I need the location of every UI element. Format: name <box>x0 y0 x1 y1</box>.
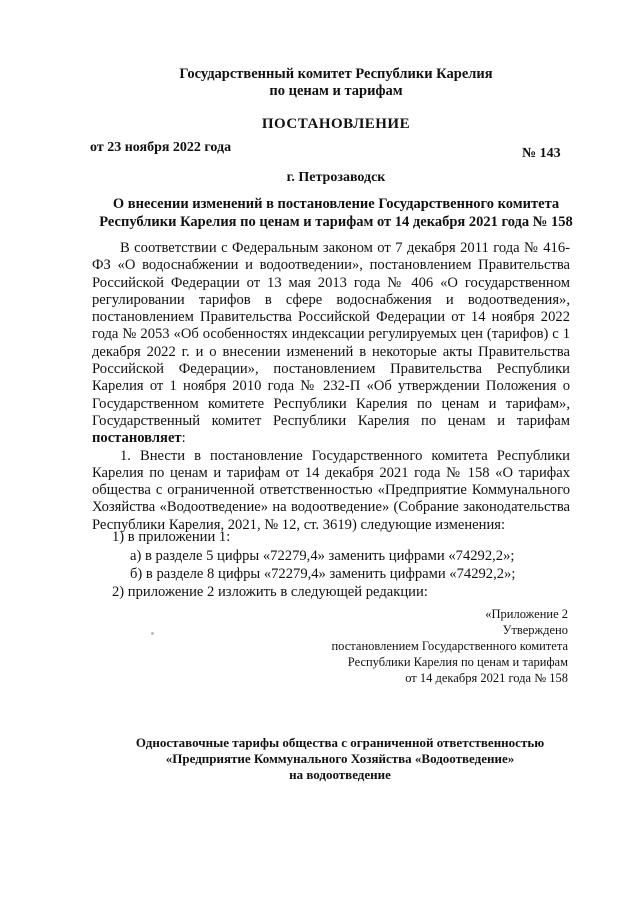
subitem-1: 1) в приложении 1: <box>112 529 231 545</box>
preamble-paragraph <box>92 240 570 448</box>
subitem-1b: б) в разделе 8 цифры «72279,4» заменить цифрами «74292,2»; <box>130 566 516 582</box>
table-title-line-2: «Предприятие Коммунального Хозяйства «Водоотведение» <box>165 751 515 766</box>
table-title-line-3: на водоотведение <box>289 767 391 782</box>
appendix-line-3: постановлением Государственного комитета <box>331 639 568 653</box>
resolve-keyword: постановляет <box>92 430 182 447</box>
document-city: г. Петрозаводск <box>286 170 386 185</box>
document-subject <box>88 195 584 231</box>
resolve-colon: : <box>181 430 186 447</box>
authority-line-1: Государственный комитет Республики Карелия <box>179 66 493 82</box>
subject-line-2: Республики Карелия по ценам и тарифам от 14 декабря 2021 года № 158 <box>99 214 573 230</box>
table-title-line-1: Одноставочные тарифы общества с ограниченной ответственностью <box>135 735 545 750</box>
document-body <box>92 240 570 534</box>
subject-line-1: О внесении изменений в постановление Государственного комитета <box>112 196 560 212</box>
appendix-line-4: Республики Карелия по ценам и тарифам <box>347 655 568 669</box>
preamble-text: В соответствии с Федеральным законом от 7 декабря 2011 года № 416-ФЗ «О водоснабжении и водоотведении», постановлением Правительства Российской Федерации от 13 мая 2013 года № 406 «О государственном регулировании тарифов в сфере водоснабжения и водоотведения», постановлением Правительства Российской Федерации от 14 ноября 2022 года № 2053 «Об особенностях индексации регулируемых цен (тарифов) с 1 декабря 2022 г. и о внесении изменений в некоторые акты Правительства Российской Федерации», постановлением Правительства Республики Карелия от 1 ноября 2010 года № 232-П «Об утверждении Положения о Государственном комитете Республики Карелия по ценам и тарифам», Государственный комитет Республики Карелия по ценам и тарифам <box>92 240 570 429</box>
item-1-paragraph: 1. Внести в постановление Государственного комитета Республики Карелия по ценам и тарифам от 14 декабря 2021 года № 158 «О тарифах общества с ограниченной ответственностью «Предприятие Коммунального Хозяйства «Водоотведение» на водоотведение» (Собрание законодательства Республики Карелия, 2021, № 12, ст. 3619) следующие изменения: <box>92 447 570 533</box>
subitem-2: 2) приложение 2 изложить в следующей редакции: <box>112 584 428 600</box>
tariff-table-title <box>100 735 580 783</box>
subitem-1a: а) в разделе 5 цифры «72279,4» заменить цифрами «74292,2»; <box>130 548 515 564</box>
document-date: от 23 ноября 2022 года <box>90 140 232 155</box>
appendix-line-1: «Приложение 2 <box>485 607 568 621</box>
appendix-approval-block <box>268 606 568 686</box>
document-type: ПОСТАНОВЛЕНИЕ <box>261 116 411 132</box>
appendix-line-5: от 14 декабря 2021 года № 158 <box>405 671 568 685</box>
appendix-line-2: Утверждено <box>502 623 568 637</box>
issuing-authority <box>0 66 640 100</box>
scan-speck <box>151 632 154 635</box>
document-number: № 143 <box>522 146 561 161</box>
authority-line-2: по ценам и тарифам <box>269 83 403 99</box>
